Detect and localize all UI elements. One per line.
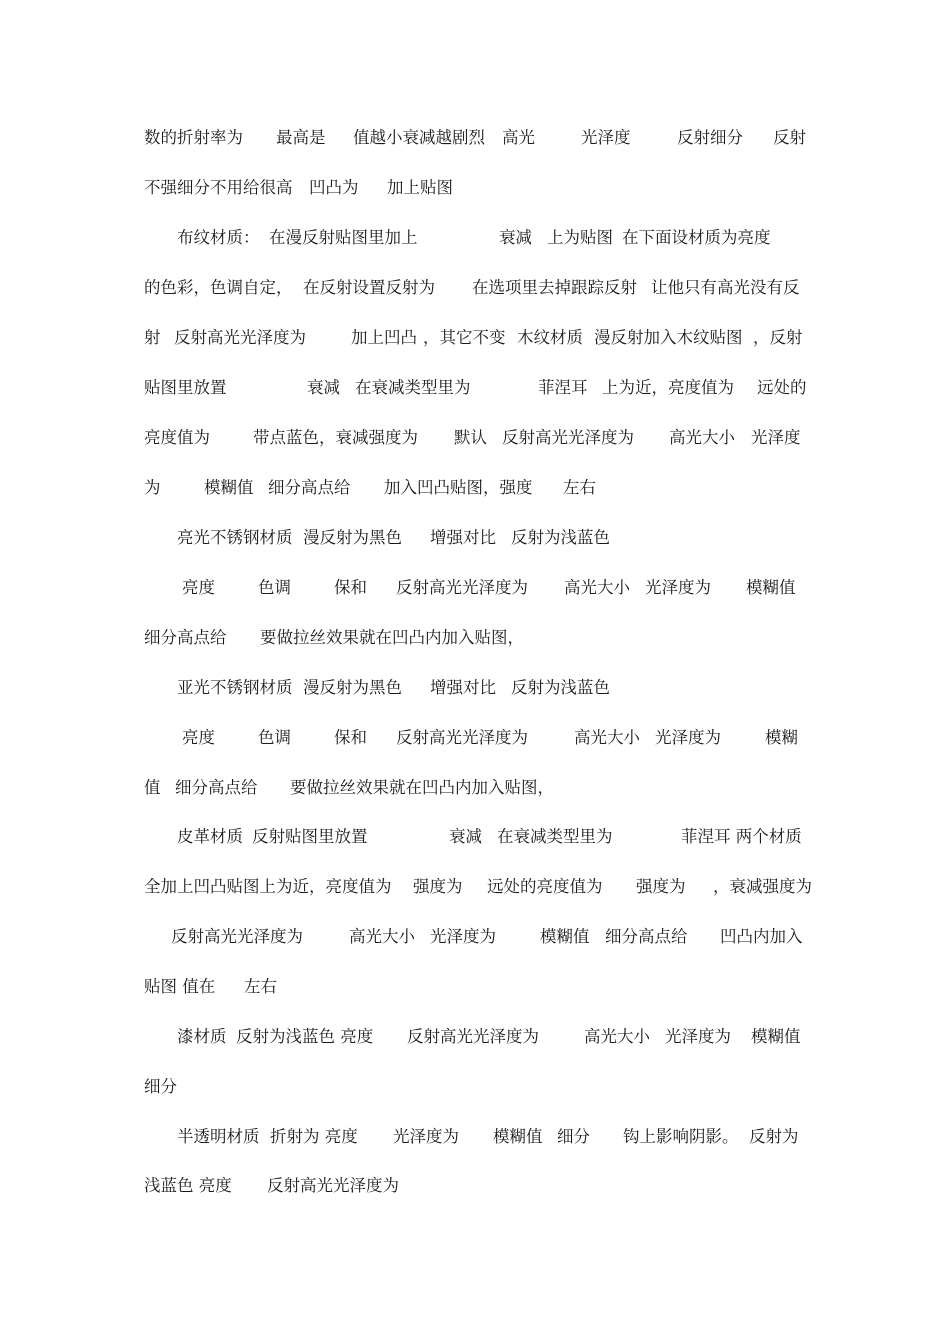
text-segment: 在衰减类型里为 [497, 827, 613, 846]
text-segment: 模糊值 [751, 1027, 801, 1046]
text-segment: 远处的 [757, 378, 807, 397]
text-segment: 漫反射为黑色 [303, 528, 402, 547]
text-segment: 强度为 [413, 877, 463, 896]
text-segment: 上为贴图 [547, 228, 613, 247]
text-segment: 反射高光光泽度为 [396, 728, 528, 747]
text-segment: 射 [144, 328, 161, 347]
text-segment: 远处的亮度值为 [487, 877, 603, 896]
text-segment: 反射为浅蓝色 亮度 [236, 1027, 374, 1046]
text-segment: 色调 [258, 578, 291, 597]
text-segment: 保和 [334, 578, 367, 597]
text-segment: 反射高光光泽度为 [407, 1027, 539, 1046]
text-segment: 细分高点给 [175, 778, 258, 797]
text-segment: 色调 [258, 728, 291, 747]
text-segment: 衰减 [449, 827, 482, 846]
text-segment: 光泽度为 [393, 1127, 459, 1146]
text-segment: 在反射设置反射为 [303, 278, 435, 297]
text-segment: 高光大小 [564, 578, 630, 597]
text-segment: 默认 [454, 428, 487, 447]
text-segment: 贴图里放置 [144, 378, 227, 397]
text-segment: 衰减 [499, 228, 532, 247]
text-segment: 在衰减类型里为 [355, 378, 471, 397]
text-segment: 光泽度 [581, 128, 631, 147]
text-segment: 细分高点给 [268, 478, 351, 497]
text-segment: 光泽度为 [430, 927, 496, 946]
text-segment: 让他只有高光没有反 [651, 278, 800, 297]
text-segment: 模糊 [765, 728, 798, 747]
text-segment: 反射高光光泽度为 [267, 1176, 399, 1195]
text-segment: 值越小衰减越剧烈 [353, 128, 485, 147]
text-segment: 亚光不锈钢材质 [177, 678, 293, 697]
text-segment: 凹凸内加入 [720, 927, 803, 946]
text-segment: 光泽度 [751, 428, 801, 447]
text-segment: 要做拉丝效果就在凹凸内加入贴图， [260, 628, 524, 647]
text-segment: 反射为浅蓝色 [511, 678, 610, 697]
text-segment: 高光 [502, 128, 535, 147]
text-segment: 菲涅耳 两个材质 [681, 827, 802, 846]
text-segment: 为 [144, 478, 161, 497]
text-segment: 木纹材质 [517, 328, 583, 347]
text-segment: 折射为 亮度 [270, 1127, 358, 1146]
text-segment: 模糊值 [493, 1127, 543, 1146]
text-segment: 漫反射为黑色 [303, 678, 402, 697]
text-segment: 反射 [773, 128, 806, 147]
text-segment: 增强对比 [430, 528, 496, 547]
text-segment: 全加上凹凸贴图上为近，亮度值为 [144, 877, 392, 896]
text-segment: 反射高光光泽度为 [396, 578, 528, 597]
text-segment: 凹凸为 [309, 178, 359, 197]
text-segment: 最高是 [276, 128, 326, 147]
text-segment: 反射为 [749, 1127, 799, 1146]
text-segment: 增强对比 [430, 678, 496, 697]
text-segment: 浅蓝色 亮度 [144, 1176, 232, 1195]
text-segment: 细分 [144, 1077, 177, 1096]
text-segment: 布纹材质： [177, 228, 260, 247]
text-segment: 不强细分不用给很高 [144, 178, 293, 197]
text-segment: 加上贴图 [387, 178, 453, 197]
text-segment: 要做拉丝效果就在凹凸内加入贴图， [290, 778, 554, 797]
text-segment: 上为近，亮度值为 [602, 378, 734, 397]
text-segment: 在漫反射贴图里加上 [269, 228, 418, 247]
text-segment: 光泽度为 [665, 1027, 731, 1046]
text-segment: 反射高光光泽度为 [171, 927, 303, 946]
text-segment: 高光大小 [584, 1027, 650, 1046]
text-segment: 模糊值 [204, 478, 254, 497]
text-segment: 数的折射率为 [144, 128, 243, 147]
text-segment: ，反射 [753, 328, 803, 347]
text-segment: 的色彩，色调自定， [144, 278, 293, 297]
text-segment: 加上凹凸 [351, 328, 417, 347]
text-segment: 漆材质 [177, 1027, 227, 1046]
text-segment: 菲涅耳 [538, 378, 588, 397]
text-segment: 反射贴图里放置 [252, 827, 368, 846]
text-segment: 反射细分 [677, 128, 743, 147]
text-segment: 半透明材质 [177, 1127, 260, 1146]
text-segment: ，衰减强度为 [713, 877, 812, 896]
text-segment: 高光大小 [574, 728, 640, 747]
text-segment: 高光大小 [669, 428, 735, 447]
text-segment: 模糊值 [746, 578, 796, 597]
text-segment: 钩上影响阴影。 [623, 1127, 739, 1146]
text-segment: 亮度 [182, 578, 215, 597]
text-segment: 在下面设材质为亮度 [622, 228, 771, 247]
text-segment: 细分 [557, 1127, 590, 1146]
text-segment: ，其它不变 [423, 328, 506, 347]
text-segment: 贴图 值在 [144, 977, 216, 996]
text-segment: 光泽度为 [645, 578, 711, 597]
text-segment: 衰减 [307, 378, 340, 397]
text-segment: 皮革材质 [177, 827, 243, 846]
text-segment: 细分高点给 [605, 927, 688, 946]
text-segment: 细分高点给 [144, 628, 227, 647]
text-segment: 加入凹凸贴图，强度 [384, 478, 533, 497]
text-segment: 左右 [244, 977, 277, 996]
text-segment: 亮度值为 [144, 428, 210, 447]
text-segment: 反射高光光泽度为 [174, 328, 306, 347]
text-segment: 反射为浅蓝色 [511, 528, 610, 547]
text-segment: 亮度 [182, 728, 215, 747]
text-segment: 在选项里去掉跟踪反射 [472, 278, 637, 297]
text-segment: 反射高光光泽度为 [502, 428, 634, 447]
text-segment: 光泽度为 [655, 728, 721, 747]
text-segment: 亮光不锈钢材质 [177, 528, 293, 547]
text-segment: 高光大小 [349, 927, 415, 946]
text-segment: 漫反射加入木纹贴图 [594, 328, 743, 347]
text-segment: 模糊值 [540, 927, 590, 946]
text-segment: 左右 [563, 478, 596, 497]
text-segment: 带点蓝色，衰减强度为 [253, 428, 418, 447]
text-segment: 强度为 [636, 877, 686, 896]
text-segment: 保和 [334, 728, 367, 747]
text-segment: 值 [144, 778, 161, 797]
